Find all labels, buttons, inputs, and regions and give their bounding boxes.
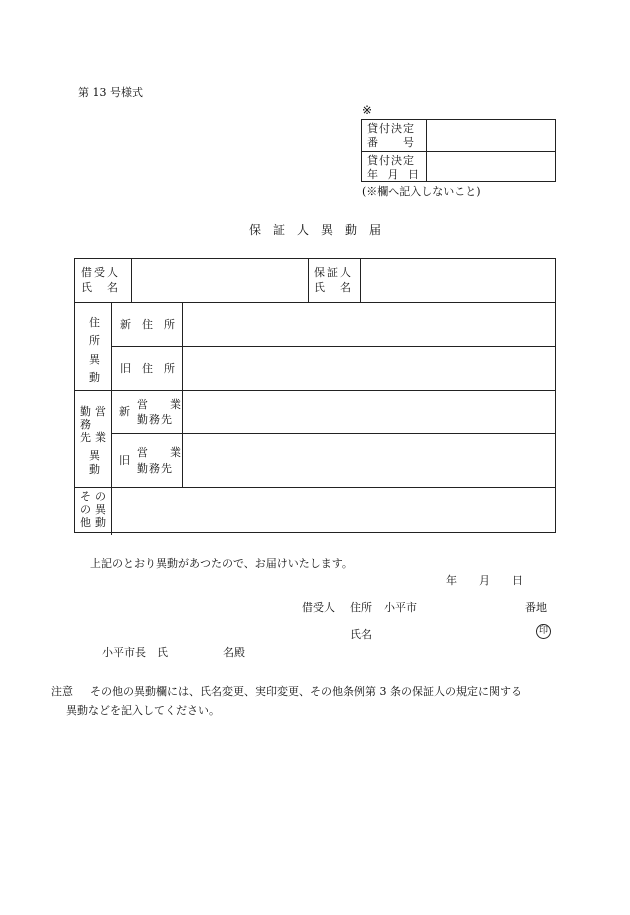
other-change-label-6: 動 bbox=[95, 516, 106, 529]
address-change-label-2: 所 bbox=[89, 334, 100, 347]
office-use-note: (※欄へ記入しないこと) bbox=[362, 185, 481, 198]
borrower-name-field[interactable] bbox=[133, 260, 307, 301]
guarantor-change-form bbox=[74, 258, 556, 533]
loan-number-label: 貸付決定 bbox=[367, 122, 415, 135]
signer-role: 借受人 bbox=[302, 601, 335, 614]
other-change-label-1: そ bbox=[80, 490, 91, 503]
new-workplace-field[interactable] bbox=[184, 391, 554, 432]
address-change-label-3: 異 bbox=[89, 353, 100, 366]
work-change-label-1: 勤 bbox=[80, 405, 91, 418]
note-heading: 注意 bbox=[51, 685, 73, 698]
loan-number-field[interactable] bbox=[428, 121, 554, 150]
signer-address-label: 住所 bbox=[350, 601, 372, 614]
new-work-label-2: 勤務先 bbox=[137, 413, 173, 426]
work-change-label-6: 異 bbox=[89, 449, 100, 462]
address-change-label-4: 動 bbox=[89, 371, 100, 384]
note-line-1: その他の異動欄には、氏名変更、実印変更、その他条例第 3 条の保証人の規定に関する bbox=[90, 685, 522, 698]
guarantor-name-label-2: 氏 名 bbox=[314, 281, 353, 294]
statement-text: 上記のとおり異動があつたので、お届けいたします。 bbox=[90, 557, 353, 570]
work-change-label-5: 業 bbox=[95, 431, 106, 444]
new-address-label: 新 住 所 bbox=[120, 318, 175, 331]
office-use-box bbox=[361, 119, 556, 182]
other-change-field[interactable] bbox=[113, 488, 554, 532]
old-address-field[interactable] bbox=[184, 347, 554, 389]
new-work-label: 営 業 bbox=[137, 398, 181, 411]
note-line-2: 異動などを記入してください。 bbox=[66, 704, 220, 717]
page-title: 保 証 人 異 動 届 bbox=[249, 223, 382, 237]
form-number: 第 13 号様式 bbox=[78, 86, 143, 99]
work-change-label-3: 先 bbox=[80, 431, 91, 444]
address-change-label-1: 住 bbox=[89, 316, 100, 329]
loan-date-label-2: 年 月 日 bbox=[367, 168, 422, 181]
borrower-name-label: 借受人 bbox=[81, 266, 120, 279]
signer-banchi: 番地 bbox=[525, 601, 547, 614]
borrower-name-label-2: 氏 名 bbox=[81, 281, 120, 294]
date-line: 年 月 日 bbox=[446, 574, 523, 587]
old-address-label: 旧 住 所 bbox=[120, 362, 175, 375]
work-change-label-2: 務 bbox=[80, 418, 91, 431]
guarantor-name-label: 保証人 bbox=[314, 266, 353, 279]
old-work-mark: 旧 bbox=[119, 454, 130, 467]
other-change-label-5: 異 bbox=[95, 503, 106, 516]
signer-city: 小平市 bbox=[384, 601, 417, 614]
new-work-mark: 新 bbox=[119, 405, 130, 418]
seal-mark bbox=[536, 624, 551, 639]
old-work-label-2: 勤務先 bbox=[137, 462, 173, 475]
guarantor-name-field[interactable] bbox=[362, 260, 554, 301]
work-change-label-7: 動 bbox=[89, 463, 100, 476]
seal-text: 印 bbox=[538, 626, 548, 636]
addressee: 小平市長 氏 名殿 bbox=[102, 646, 245, 659]
loan-date-label: 貸付決定 bbox=[367, 154, 415, 167]
signer-name-label: 氏名 bbox=[350, 628, 372, 641]
loan-number-label-2: 番 号 bbox=[367, 136, 415, 149]
old-workplace-field[interactable] bbox=[184, 434, 554, 486]
old-work-label: 営 業 bbox=[137, 446, 181, 459]
loan-date-field[interactable] bbox=[428, 153, 554, 181]
other-change-label-3: 他 bbox=[80, 516, 91, 529]
other-change-label-4: の bbox=[95, 490, 106, 503]
new-address-field[interactable] bbox=[184, 303, 554, 345]
work-change-label-4: 営 bbox=[95, 405, 106, 418]
other-change-label-2: の bbox=[80, 503, 91, 516]
office-use-mark: ※ bbox=[362, 103, 373, 117]
